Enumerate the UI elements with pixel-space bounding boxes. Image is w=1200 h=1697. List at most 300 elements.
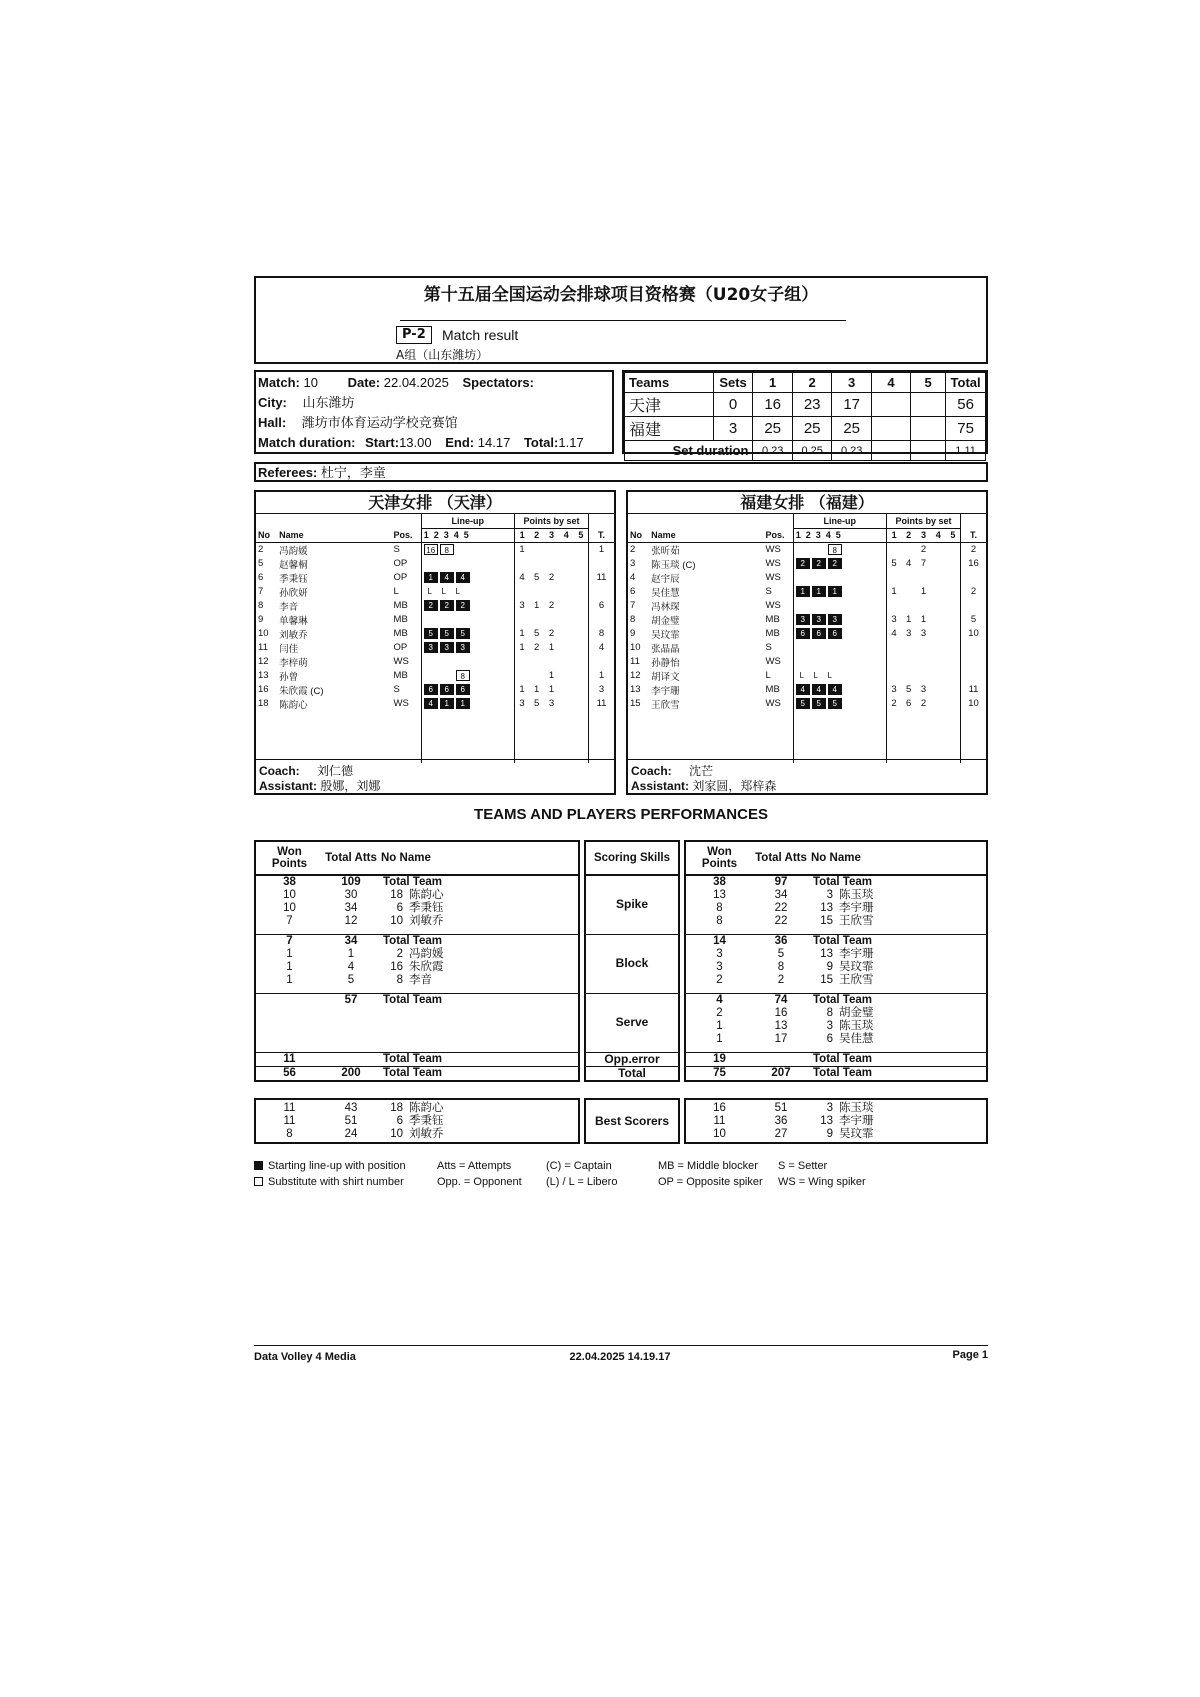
player-points-set — [559, 627, 574, 641]
player-points-set: 2 — [920, 544, 927, 555]
lineup-entry: 1 — [440, 698, 454, 709]
assistant-label: Assistant: — [259, 779, 318, 793]
player-points-set — [529, 585, 544, 599]
lineup-entry — [796, 544, 810, 555]
player-points-set — [886, 641, 901, 655]
player-points-set — [931, 571, 946, 585]
header-no-name: No Name — [379, 841, 579, 875]
perf-row-opp-error — [685, 1052, 987, 1066]
player-points-set — [946, 585, 961, 599]
player-atts: 22 — [774, 902, 788, 914]
perf-row-total — [685, 1066, 987, 1081]
player-number: 16 — [258, 684, 269, 695]
player-total: 5 — [961, 613, 986, 627]
player-points-set — [931, 683, 946, 697]
player-number: 13 — [820, 947, 833, 960]
team-won: 14 — [713, 934, 726, 947]
filled-square-icon — [254, 1161, 263, 1170]
player-points-set — [886, 669, 901, 683]
player-row — [256, 697, 614, 711]
col-pts-1: 1 — [514, 528, 529, 542]
player-number: 8 — [258, 600, 264, 611]
col-set: 2 — [433, 530, 444, 540]
player-total: 10 — [961, 697, 986, 711]
start-label: Start: — [365, 435, 400, 450]
player-name: 吴玟霏 — [839, 960, 874, 973]
best-atts: 43 — [344, 1101, 358, 1114]
player-row — [256, 627, 614, 641]
player-atts: 30 — [344, 889, 358, 901]
player-points-set — [574, 641, 589, 655]
player-points-set: 3 — [514, 599, 529, 613]
player-points-set — [946, 599, 961, 613]
player-number: 3 — [630, 558, 636, 569]
player-points-set — [931, 669, 946, 683]
set-duration-1: 0.23 — [753, 441, 793, 461]
player-won: 1 — [286, 973, 293, 986]
player-points-set — [946, 641, 961, 655]
player-total — [961, 599, 986, 613]
player-lineup — [421, 683, 514, 697]
team-set-3: 17 — [832, 393, 872, 417]
player-atts: 8 — [777, 960, 785, 973]
player-points-set: 3 — [906, 628, 912, 639]
team-set-4 — [871, 417, 910, 441]
total-team-label: Total Team — [383, 934, 442, 947]
player-name: 单馨琳 — [279, 615, 308, 627]
player-points-set — [559, 557, 574, 571]
player-entry — [813, 1007, 984, 1020]
col-name: Name — [649, 528, 763, 542]
roster-header-row — [628, 528, 986, 542]
player-points-set — [931, 557, 946, 571]
perf-row-total — [255, 1066, 579, 1081]
player-number: 15 — [820, 973, 833, 986]
player-points-set — [544, 557, 559, 571]
player-points-set — [529, 542, 544, 557]
player-points-set: 1 — [920, 614, 927, 625]
player-points-set: 5 — [534, 698, 540, 709]
lineup-entry — [440, 670, 454, 681]
player-total: 16 — [961, 557, 986, 571]
opp-error-atts — [323, 1052, 379, 1066]
player-points-set: 7 — [920, 558, 927, 569]
opp-error-atts — [753, 1052, 809, 1066]
player-row — [628, 669, 986, 683]
player-points-set — [559, 669, 574, 683]
player-number: 5 — [258, 558, 264, 569]
player-points-set — [514, 655, 529, 669]
player-row — [628, 697, 986, 711]
legend-starting-text: Starting line-up with position — [268, 1160, 406, 1172]
player-atts: 13 — [774, 1019, 788, 1032]
player-points-set: 4 — [886, 627, 901, 641]
player-position: S — [393, 544, 400, 555]
player-points-set — [916, 669, 931, 683]
lineup-entry: 4 — [424, 698, 438, 709]
player-position: MB — [765, 614, 780, 625]
player-position: MB — [393, 614, 408, 625]
player-number: 6 — [630, 586, 636, 597]
player-points-set — [931, 613, 946, 627]
player-points-set: 3 — [548, 698, 555, 709]
match-row — [258, 373, 534, 393]
player-points-set — [946, 571, 961, 585]
player-name: 朱欣霞 — [409, 960, 444, 973]
player-row — [628, 542, 986, 557]
player-points-set — [574, 669, 589, 683]
lineup-entry: 6 — [796, 628, 810, 639]
event-title: 第十五届全国运动会排球项目资格赛（U20女子组） — [423, 285, 819, 305]
player-lineup — [793, 669, 886, 683]
player-number: 11 — [630, 656, 640, 667]
team-left-players — [256, 542, 614, 763]
player-points-set — [574, 613, 589, 627]
player-number: 13 — [630, 684, 641, 695]
player-atts: 4 — [347, 960, 355, 973]
player-row — [628, 627, 986, 641]
player-entry — [383, 889, 576, 902]
lineup-entry: 2 — [456, 600, 470, 611]
skill-best-scorers: Best Scorers — [594, 1113, 670, 1128]
best-won: 16 — [713, 1101, 726, 1114]
set-duration-3: 0.23 — [832, 441, 872, 461]
player-name: 冯韵媛 — [279, 545, 308, 557]
opp-error-won: 11 — [255, 1052, 323, 1066]
player-row — [256, 542, 614, 557]
team-right-title: 福建女排 （福建） — [628, 492, 986, 514]
score-box — [622, 370, 988, 458]
player-row — [256, 641, 614, 655]
player-entry — [813, 961, 984, 974]
city-value: 山东潍坊 — [302, 395, 355, 410]
perf-table-right — [684, 840, 988, 1082]
lineup-entry: 6 — [424, 684, 438, 695]
col-set: 1 — [795, 530, 806, 540]
player-position: OP — [393, 572, 408, 583]
player-total — [961, 655, 986, 669]
player-position: WS — [765, 572, 781, 583]
header-set-2: 2 — [792, 373, 832, 393]
player-name: 王欣雪 — [651, 699, 680, 711]
team-atts: 97 — [774, 876, 788, 888]
best-name: 陈韵心 — [409, 1101, 444, 1114]
col-pts-5: 5 — [946, 528, 961, 542]
player-total: 10 — [961, 627, 986, 641]
footer-timestamp: 22.04.2025 14.19.17 — [569, 1351, 671, 1363]
best-entry — [813, 1128, 984, 1141]
player-points-set — [946, 557, 961, 571]
perf-row-block — [255, 934, 579, 993]
lineup-entry — [424, 670, 438, 681]
skill-serve: Serve — [585, 993, 679, 1052]
player-name: 张晶晶 — [651, 643, 680, 655]
player-name: 孙曾 — [279, 671, 299, 683]
player-number: 9 — [630, 628, 636, 639]
player-name: 吴佳慧 — [651, 587, 680, 599]
best-name: 陈玉琰 — [839, 1101, 874, 1114]
player-points-set: 1 — [514, 641, 529, 655]
player-points-set: 5 — [906, 684, 912, 695]
player-name: 闫佳 — [279, 643, 299, 655]
legend-mb: MB = Middle blocker — [658, 1160, 758, 1172]
player-points-set: 1 — [548, 642, 555, 653]
player-number: 3 — [826, 1019, 833, 1032]
player-name: 吴玟霏 — [651, 629, 680, 641]
player-total — [589, 613, 614, 627]
player-points-set — [946, 627, 961, 641]
player-number: 15 — [630, 698, 641, 709]
best-name: 吴玟霏 — [839, 1127, 874, 1140]
team-set-5 — [911, 393, 946, 417]
score-table — [624, 372, 986, 461]
player-name: 赵馨桐 — [279, 559, 308, 571]
player-row — [628, 585, 986, 599]
player-points-set: 6 — [906, 698, 912, 709]
best-scorers-right — [684, 1098, 988, 1144]
player-total — [589, 585, 614, 599]
player-points-set: 2 — [548, 572, 555, 583]
player-number: 8 — [630, 614, 636, 625]
player-entry — [813, 974, 984, 987]
end-label: End: — [445, 435, 475, 450]
perf-row-block — [685, 934, 987, 993]
player-points-set: 3 — [886, 683, 901, 697]
player-number: 2 — [396, 947, 403, 960]
player-number: 10 — [258, 628, 269, 639]
footer-software: Data Volley 4 Media — [254, 1351, 356, 1363]
player-won: 2 — [716, 973, 723, 986]
team-left-coach-area — [256, 759, 614, 793]
player-name: 冯林琛 — [651, 601, 680, 613]
player-name: 李音 — [409, 973, 432, 986]
match-number: 10 — [303, 375, 318, 390]
player-lineup — [793, 557, 886, 571]
lineup-entry: 1 — [812, 586, 826, 597]
player-entry — [813, 902, 984, 915]
player-points-set: 3 — [886, 613, 901, 627]
set-duration-label: Set duration — [625, 441, 753, 461]
player-total: 1 — [589, 542, 614, 557]
player-points-set — [529, 669, 544, 683]
city-row — [258, 393, 355, 413]
player-lineup — [793, 697, 886, 711]
player-name: 李宇珊 — [839, 902, 874, 914]
col-set: 5 — [463, 530, 474, 540]
player-points-set — [574, 542, 589, 557]
lineup-entry: 1 — [796, 586, 810, 597]
header-box — [254, 276, 988, 364]
player-points-set — [916, 655, 931, 669]
player-points-set: 1 — [534, 600, 540, 611]
legend-substitute-text: Substitute with shirt number — [268, 1176, 404, 1188]
best-atts: 51 — [774, 1101, 788, 1114]
player-points-set: 5 — [534, 572, 540, 583]
player-lineup — [421, 613, 514, 627]
player-points-set — [901, 669, 916, 683]
header-set-3: 3 — [832, 373, 872, 393]
player-points-set — [574, 585, 589, 599]
player-row — [628, 655, 986, 669]
team-set-3: 25 — [832, 417, 872, 441]
col-pts-1: 1 — [886, 528, 901, 542]
score-row-team-1 — [625, 393, 986, 417]
lineup-entry: 6 — [812, 628, 826, 639]
player-won: 1 — [286, 947, 293, 960]
player-lineup — [793, 542, 886, 557]
player-total — [961, 641, 986, 655]
total-won: 56 — [255, 1066, 323, 1081]
player-points-set — [574, 599, 589, 613]
group-name: A组（山东潍坊） — [396, 348, 489, 362]
coach-name: 沈芒 — [689, 764, 714, 778]
player-lineup — [793, 613, 886, 627]
player-won: 10 — [283, 902, 296, 914]
player-points-set — [901, 599, 916, 613]
player-entry — [383, 974, 576, 987]
header-no-name: No Name — [809, 841, 987, 875]
player-row — [256, 599, 614, 613]
roster-group-row — [628, 514, 986, 528]
player-atts: 34 — [774, 889, 788, 901]
player-won: 7 — [286, 915, 293, 927]
perf-table-left — [254, 840, 580, 1082]
player-points-set — [901, 585, 916, 599]
player-position: WS — [765, 698, 781, 709]
player-total: 11 — [589, 697, 614, 711]
team-sets: 3 — [713, 417, 753, 441]
player-points-set — [946, 613, 961, 627]
player-lineup — [793, 641, 886, 655]
player-lineup — [421, 599, 514, 613]
player-points-set — [901, 641, 916, 655]
lineup-entry: 8 — [828, 544, 842, 555]
coach-name: 刘仁德 — [317, 764, 354, 778]
roster-header-row — [256, 528, 614, 542]
player-lineup — [421, 627, 514, 641]
player-name: 李音 — [279, 601, 299, 613]
lineup-entry: 3 — [796, 614, 810, 625]
player-name: 李梓萌 — [279, 657, 308, 669]
footer-rule — [254, 1345, 988, 1346]
opp-error-won: 19 — [685, 1052, 753, 1066]
player-points-set: 1 — [534, 684, 540, 695]
col-pos: Pos. — [764, 528, 794, 542]
player-points-set — [916, 641, 931, 655]
spectators-label: Spectators: — [462, 375, 534, 390]
player-position: WS — [765, 544, 781, 555]
player-position: OP — [393, 558, 408, 569]
player-row — [256, 557, 614, 571]
player-name: 李宇珊 — [839, 947, 874, 960]
header-set-4: 4 — [871, 373, 910, 393]
col-pts-2: 2 — [529, 528, 544, 542]
lineup-entry: 16 — [424, 544, 438, 555]
player-position: MB — [393, 600, 408, 611]
col-set: 1 — [423, 530, 434, 540]
player-lineup — [793, 599, 886, 613]
set-duration-4 — [871, 441, 910, 461]
lineup-entry: L — [455, 586, 460, 596]
player-points-set — [514, 669, 529, 683]
lineup-entry: L — [827, 670, 832, 680]
player-number: 9 — [258, 614, 264, 625]
col-lineup-sets — [421, 528, 514, 542]
lineup-entry: 5 — [424, 628, 438, 639]
player-atts: 22 — [774, 915, 788, 927]
player-points-set — [514, 585, 529, 599]
player-points-set — [544, 613, 559, 627]
set-duration-5 — [911, 441, 946, 461]
col-pts-2: 2 — [901, 528, 916, 542]
total-team-label: Total Team — [379, 1066, 579, 1081]
total-duration: 1.11 — [946, 441, 986, 461]
player-name: 冯韵媛 — [409, 947, 444, 960]
player-name: 吴佳慧 — [839, 1032, 874, 1045]
player-total: 6 — [589, 599, 614, 613]
player-points-set — [916, 599, 931, 613]
team-sets: 0 — [713, 393, 753, 417]
player-points-set — [559, 613, 574, 627]
match-date: 22.04.2025 — [383, 375, 449, 390]
best-number: 10 — [390, 1127, 403, 1140]
player-points-set — [574, 697, 589, 711]
legend-opp: Opp. = Opponent — [437, 1176, 522, 1188]
player-points-set — [574, 683, 589, 697]
perf-row-serve — [685, 993, 987, 1052]
player-name: 胡译文 — [651, 671, 680, 683]
player-points-set — [574, 627, 589, 641]
player-total — [961, 571, 986, 585]
team-set-5 — [911, 417, 946, 441]
header-set-1: 1 — [753, 373, 793, 393]
player-number: 4 — [630, 572, 636, 583]
header-won-points: Won Points — [255, 841, 323, 875]
legend-substitute — [254, 1176, 404, 1188]
player-points-set: 2 — [534, 642, 540, 653]
player-name: 胡金璧 — [651, 615, 680, 627]
footer-page: Page 1 — [952, 1349, 988, 1361]
player-points-set — [514, 613, 529, 627]
header-teams: Teams — [625, 373, 714, 393]
player-won: 8 — [716, 902, 723, 914]
team-set-2: 25 — [792, 417, 832, 441]
hall-row — [258, 413, 458, 433]
player-position: L — [765, 670, 771, 681]
player-number: 11 — [258, 642, 268, 653]
player-name: 张昕茹 — [651, 545, 680, 557]
skill-total: Total — [585, 1066, 679, 1081]
legend-s: S = Setter — [778, 1160, 828, 1172]
player-points-set — [529, 557, 544, 571]
player-number: 18 — [390, 889, 403, 901]
hall-label: Hall: — [258, 415, 287, 430]
player-points-set — [559, 655, 574, 669]
player-points-set: 3 — [514, 697, 529, 711]
lineup-entry: 6 — [828, 628, 842, 639]
lineup-entry: 3 — [828, 614, 842, 625]
col-total: T. — [961, 528, 986, 542]
col-name: Name — [277, 528, 391, 542]
player-total: 3 — [589, 683, 614, 697]
player-lineup — [421, 571, 514, 585]
player-won: 3 — [716, 947, 723, 960]
lineup-entry: 3 — [424, 642, 438, 653]
header-total-atts: Total Atts — [323, 841, 379, 875]
player-points-set — [931, 641, 946, 655]
col-set: 4 — [825, 530, 836, 540]
player-lineup — [421, 697, 514, 711]
